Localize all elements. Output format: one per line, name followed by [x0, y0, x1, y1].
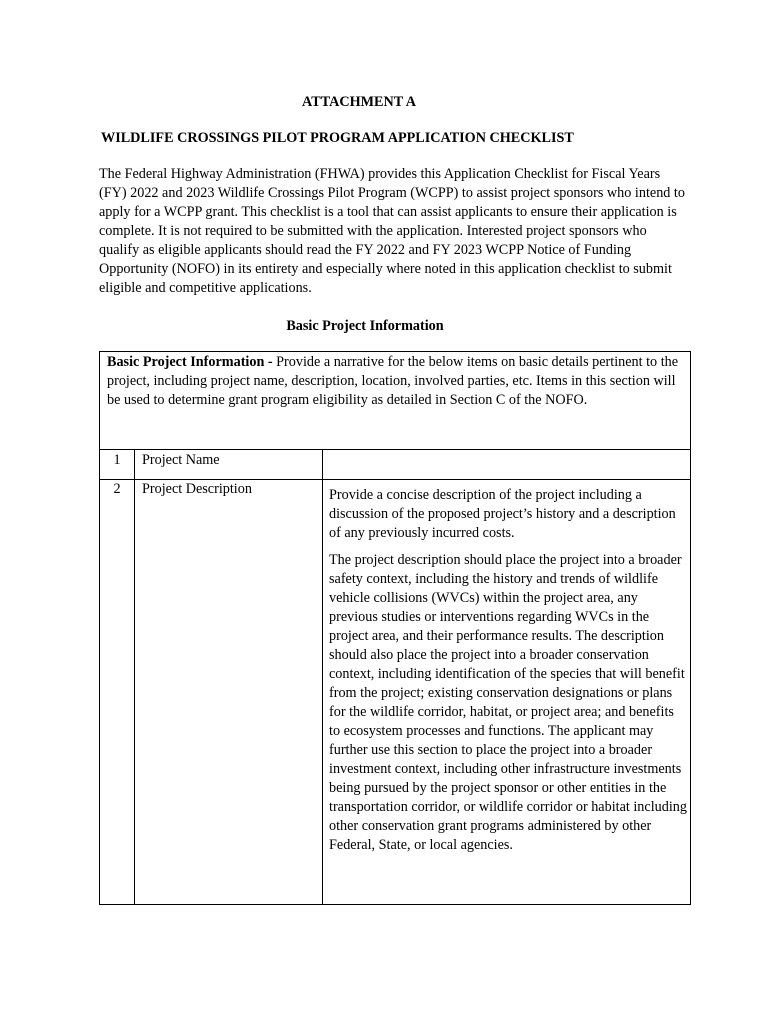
table-column-rule [134, 449, 135, 904]
table-intro-label: Basic Project Information - [107, 354, 277, 370]
guidance-paragraph: Provide a concise description of the project including a discussion of the proposed project’s history and a description of any previously incurred costs. [329, 487, 676, 541]
table-column-rule [322, 449, 323, 904]
checklist-table [99, 351, 691, 905]
row-number: 2 [113, 481, 121, 497]
table-intro-text: Provide a narrative for the below items on basic details pertinent to the project, including project name, description, location, involved parties, etc. Items in this section will be used to determine grant program eligibility as detailed in Section C of the NOFO. [107, 354, 679, 408]
row-item-label: Project Name [142, 452, 220, 468]
response-cell[interactable] [328, 451, 684, 477]
table-intro-cell [107, 353, 687, 410]
row-guidance [329, 486, 687, 863]
checklist-title: WILDLIFE CROSSINGS PILOT PROGRAM APPLICATION CHECKLIST [101, 130, 574, 146]
intro-paragraph: The Federal Highway Administration (FHWA) provides this Application Checklist for Fiscal Years (FY) 2022 and 2023 Wildlife Crossings Pilot Program (WCPP) to assist project sponsors who intend to apply for a WCPP grant. This checklist is a tool that can assist applicants to ensure their application is complete. It is not required to be submitted with the application. Interested project sponsors who qualify as eligible applicants should read the FY 2022 and FY 2023 WCPP Notice of Funding Opportunity (NOFO) in its entirety and especially where noted in this application checklist to submit eligible and competitive applications. [99, 166, 685, 296]
guidance-paragraph: The project description should place the project into a broader safety context, including the history and trends of wildlife vehicle collisions (WVCs) within the project area, any previous studies or interventions regarding WVCs in the project area, and their performance results. The description should also place the project into a broader conservation context, including identification of the species that will benefit from the project; existing conservation designations or plans for the wildlife corridor, habitat, or project area; and benefits to ecosystem processes and functions. The applicant may further use this section to place the project into a broader investment context, including other infrastructure investments being pursued by the project sponsor or other entities in the transportation corridor, or wildlife corridor or habitat including other conservation grant programs administered by other Federal, State, or local agencies. [329, 552, 687, 853]
row-number: 1 [113, 452, 121, 468]
row-item-label: Project Description [142, 481, 252, 497]
section-title: Basic Project Information [286, 318, 444, 334]
attachment-title: ATTACHMENT A [302, 94, 416, 110]
table-rule [100, 449, 690, 450]
